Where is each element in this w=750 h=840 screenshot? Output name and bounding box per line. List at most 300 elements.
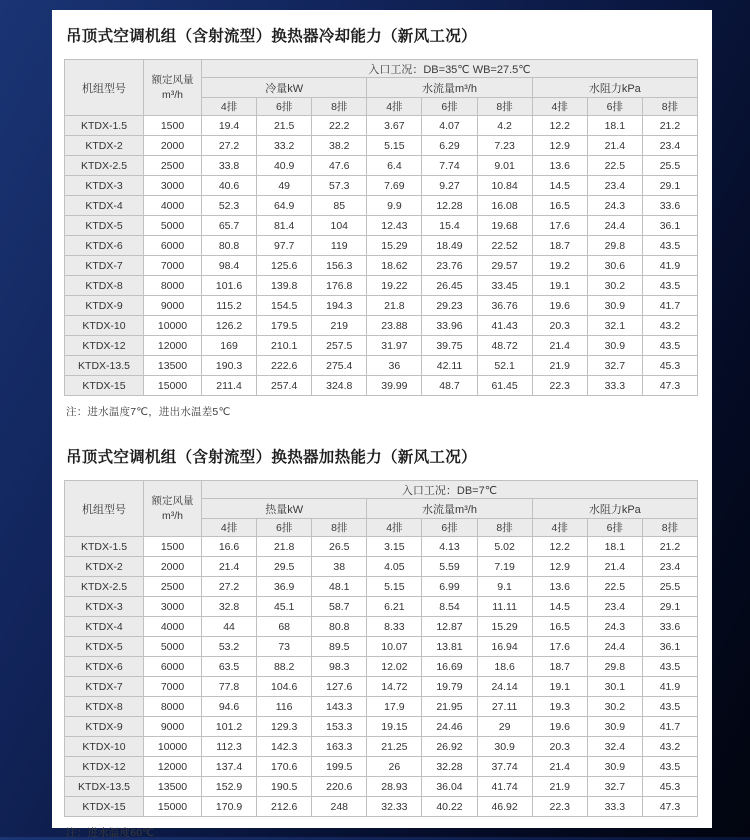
value-cell: 33.8	[202, 156, 257, 176]
value-cell: 1500	[144, 537, 202, 557]
value-cell: 21.4	[587, 557, 642, 577]
value-cell: 16.08	[477, 196, 532, 216]
model-column-header: 机组型号	[65, 481, 144, 537]
value-cell: 21.9	[532, 356, 587, 376]
model-cell: KTDX-8	[65, 276, 144, 296]
value-cell: 65.7	[202, 216, 257, 236]
inlet-condition-header: 入口工况：DB=35℃ WB=27.5℃	[202, 60, 698, 78]
value-cell: 18.49	[422, 236, 477, 256]
value-cell: 43.2	[642, 737, 697, 757]
model-cell: KTDX-3	[65, 176, 144, 196]
value-cell: 38	[312, 557, 367, 577]
value-cell: 33.6	[642, 196, 697, 216]
airflow-unit: m³/h	[162, 88, 183, 101]
value-cell: 58.7	[312, 597, 367, 617]
value-cell: 30.6	[587, 256, 642, 276]
value-cell: 30.9	[587, 717, 642, 737]
value-cell: 49	[257, 176, 312, 196]
value-cell: 22.3	[532, 797, 587, 817]
value-cell: 7.69	[367, 176, 422, 196]
value-cell: 6.99	[422, 577, 477, 597]
heating-table-title: 吊顶式空调机组（含射流型）换热器加热能力（新风工况）	[66, 449, 477, 466]
rows-6-header: 6排	[422, 98, 477, 116]
value-cell: 19.4	[202, 116, 257, 136]
value-cell: 115.2	[202, 296, 257, 316]
value-cell: 12.9	[532, 557, 587, 577]
value-cell: 47.3	[642, 376, 697, 396]
value-cell: 116	[257, 697, 312, 717]
value-cell: 24.14	[477, 677, 532, 697]
rows-8-header: 8排	[477, 519, 532, 537]
value-cell: 43.5	[642, 697, 697, 717]
value-cell: 97.7	[257, 236, 312, 256]
value-cell: 179.5	[257, 316, 312, 336]
value-cell: 19.6	[532, 296, 587, 316]
value-cell: 29.8	[587, 236, 642, 256]
value-cell: 33.96	[422, 316, 477, 336]
table-row	[65, 657, 698, 677]
value-cell: 15.29	[367, 236, 422, 256]
rows-6-header: 6排	[257, 98, 312, 116]
value-cell: 101.2	[202, 717, 257, 737]
value-cell: 36.04	[422, 777, 477, 797]
value-cell: 21.8	[367, 296, 422, 316]
heating-capacity-group-header: 热量kW	[202, 499, 367, 519]
value-cell: 112.3	[202, 737, 257, 757]
value-cell: 143.3	[312, 697, 367, 717]
inlet-condition-header: 入口工况：DB=7℃	[202, 481, 698, 499]
value-cell: 42.11	[422, 356, 477, 376]
rows-6-header: 6排	[257, 519, 312, 537]
value-cell: 137.4	[202, 757, 257, 777]
value-cell: 257.5	[312, 336, 367, 356]
model-cell: KTDX-1.5	[65, 116, 144, 136]
table-row	[65, 637, 698, 657]
value-cell: 30.9	[587, 296, 642, 316]
value-cell: 61.45	[477, 376, 532, 396]
table-row	[65, 176, 698, 196]
model-cell: KTDX-5	[65, 216, 144, 236]
table-row	[65, 316, 698, 336]
value-cell: 163.3	[312, 737, 367, 757]
value-cell: 27.11	[477, 697, 532, 717]
model-column-header: 机组型号	[65, 60, 144, 116]
cooling-table-title: 吊顶式空调机组（含射流型）换热器冷却能力（新风工况）	[66, 28, 477, 45]
table-row	[65, 276, 698, 296]
value-cell: 48.7	[422, 376, 477, 396]
model-cell: KTDX-15	[65, 376, 144, 396]
value-cell: 176.8	[312, 276, 367, 296]
value-cell: 45.1	[257, 597, 312, 617]
table-row	[65, 116, 698, 136]
value-cell: 21.9	[532, 777, 587, 797]
value-cell: 52.1	[477, 356, 532, 376]
value-cell: 15000	[144, 376, 202, 396]
value-cell: 14.5	[532, 597, 587, 617]
value-cell: 32.8	[202, 597, 257, 617]
value-cell: 88.2	[257, 657, 312, 677]
value-cell: 81.4	[257, 216, 312, 236]
value-cell: 4.07	[422, 116, 477, 136]
value-cell: 63.5	[202, 657, 257, 677]
table-row	[65, 597, 698, 617]
value-cell: 29.1	[642, 597, 697, 617]
value-cell: 23.4	[587, 597, 642, 617]
value-cell: 29.57	[477, 256, 532, 276]
model-cell: KTDX-8	[65, 697, 144, 717]
value-cell: 9000	[144, 717, 202, 737]
value-cell: 31.97	[367, 336, 422, 356]
value-cell: 24.3	[587, 617, 642, 637]
rows-4-header: 4排	[532, 98, 587, 116]
airflow-label: 额定风量	[151, 74, 194, 87]
value-cell: 17.9	[367, 697, 422, 717]
model-cell: KTDX-13.5	[65, 777, 144, 797]
value-cell: 43.5	[642, 276, 697, 296]
value-cell: 17.6	[532, 216, 587, 236]
table-row	[65, 256, 698, 276]
value-cell: 32.1	[587, 316, 642, 336]
value-cell: 13.6	[532, 577, 587, 597]
model-cell: KTDX-15	[65, 797, 144, 817]
value-cell: 36.1	[642, 216, 697, 236]
value-cell: 8.33	[367, 617, 422, 637]
value-cell: 43.2	[642, 316, 697, 336]
value-cell: 5.02	[477, 537, 532, 557]
table-row	[65, 717, 698, 737]
heating-table-body	[65, 537, 698, 817]
value-cell: 26	[367, 757, 422, 777]
value-cell: 37.74	[477, 757, 532, 777]
value-cell: 30.2	[587, 276, 642, 296]
value-cell: 16.6	[202, 537, 257, 557]
value-cell: 57.3	[312, 176, 367, 196]
value-cell: 22.5	[587, 577, 642, 597]
value-cell: 40.22	[422, 797, 477, 817]
value-cell: 9.01	[477, 156, 532, 176]
value-cell: 16.5	[532, 196, 587, 216]
value-cell: 24.4	[587, 216, 642, 236]
value-cell: 152.9	[202, 777, 257, 797]
model-cell: KTDX-4	[65, 196, 144, 216]
value-cell: 23.88	[367, 316, 422, 336]
value-cell: 104.6	[257, 677, 312, 697]
model-cell: KTDX-7	[65, 256, 144, 276]
table-row	[65, 537, 698, 557]
model-cell: KTDX-2	[65, 136, 144, 156]
value-cell: 41.9	[642, 256, 697, 276]
value-cell: 80.8	[202, 236, 257, 256]
value-cell: 36.76	[477, 296, 532, 316]
value-cell: 9.1	[477, 577, 532, 597]
value-cell: 10.84	[477, 176, 532, 196]
rows-6-header: 6排	[587, 98, 642, 116]
model-cell: KTDX-6	[65, 657, 144, 677]
value-cell: 257.4	[257, 376, 312, 396]
model-cell: KTDX-4	[65, 617, 144, 637]
model-cell: KTDX-2	[65, 557, 144, 577]
model-cell: KTDX-5	[65, 637, 144, 657]
value-cell: 222.6	[257, 356, 312, 376]
value-cell: 13.6	[532, 156, 587, 176]
value-cell: 170.9	[202, 797, 257, 817]
value-cell: 126.2	[202, 316, 257, 336]
value-cell: 17.6	[532, 637, 587, 657]
value-cell: 30.9	[587, 757, 642, 777]
value-cell: 18.62	[367, 256, 422, 276]
spec-sheet-panel	[52, 10, 712, 839]
value-cell: 211.4	[202, 376, 257, 396]
model-cell: KTDX-6	[65, 236, 144, 256]
value-cell: 21.25	[367, 737, 422, 757]
value-cell: 43.5	[642, 757, 697, 777]
value-cell: 101.6	[202, 276, 257, 296]
value-cell: 142.3	[257, 737, 312, 757]
rows-4-header: 4排	[367, 98, 422, 116]
value-cell: 41.74	[477, 777, 532, 797]
rows-8-header: 8排	[477, 98, 532, 116]
model-cell: KTDX-10	[65, 737, 144, 757]
value-cell: 4.05	[367, 557, 422, 577]
value-cell: 19.3	[532, 697, 587, 717]
value-cell: 27.2	[202, 136, 257, 156]
table-row	[65, 737, 698, 757]
rows-4-header: 4排	[532, 519, 587, 537]
value-cell: 29.23	[422, 296, 477, 316]
value-cell: 41.9	[642, 677, 697, 697]
table-row	[65, 216, 698, 236]
value-cell: 21.2	[642, 116, 697, 136]
value-cell: 3.67	[367, 116, 422, 136]
model-cell: KTDX-12	[65, 336, 144, 356]
model-cell: KTDX-9	[65, 717, 144, 737]
table-row	[65, 797, 698, 817]
value-cell: 33.6	[642, 617, 697, 637]
value-cell: 324.8	[312, 376, 367, 396]
value-cell: 25.5	[642, 156, 697, 176]
rows-8-header: 8排	[642, 98, 697, 116]
airflow-column-header	[144, 481, 202, 537]
value-cell: 29.1	[642, 176, 697, 196]
value-cell: 26.45	[422, 276, 477, 296]
value-cell: 13.81	[422, 637, 477, 657]
value-cell: 4000	[144, 617, 202, 637]
value-cell: 33.45	[477, 276, 532, 296]
heating-table-note: 注：进水温度60℃	[66, 827, 155, 839]
model-cell: KTDX-2.5	[65, 577, 144, 597]
value-cell: 32.33	[367, 797, 422, 817]
value-cell: 19.1	[532, 677, 587, 697]
rows-4-header: 4排	[367, 519, 422, 537]
table-row	[65, 156, 698, 176]
value-cell: 36.9	[257, 577, 312, 597]
value-cell: 4000	[144, 196, 202, 216]
value-cell: 33.2	[257, 136, 312, 156]
value-cell: 248	[312, 797, 367, 817]
value-cell: 89.5	[312, 637, 367, 657]
value-cell: 12.87	[422, 617, 477, 637]
model-cell: KTDX-1.5	[65, 537, 144, 557]
value-cell: 12000	[144, 757, 202, 777]
table-row	[65, 336, 698, 356]
value-cell: 21.2	[642, 537, 697, 557]
table-row	[65, 697, 698, 717]
value-cell: 98.3	[312, 657, 367, 677]
value-cell: 194.3	[312, 296, 367, 316]
heating-capacity-table	[64, 480, 698, 817]
value-cell: 30.1	[587, 677, 642, 697]
value-cell: 156.3	[312, 256, 367, 276]
value-cell: 30.9	[477, 737, 532, 757]
value-cell: 9.9	[367, 196, 422, 216]
value-cell: 33.3	[587, 797, 642, 817]
value-cell: 5000	[144, 637, 202, 657]
rows-6-header: 6排	[587, 519, 642, 537]
value-cell: 30.2	[587, 697, 642, 717]
value-cell: 29	[477, 717, 532, 737]
value-cell: 4.13	[422, 537, 477, 557]
value-cell: 22.2	[312, 116, 367, 136]
value-cell: 12000	[144, 336, 202, 356]
value-cell: 1500	[144, 116, 202, 136]
value-cell: 40.6	[202, 176, 257, 196]
value-cell: 8000	[144, 276, 202, 296]
value-cell: 23.4	[642, 557, 697, 577]
value-cell: 22.5	[587, 156, 642, 176]
model-cell: KTDX-3	[65, 597, 144, 617]
value-cell: 5.15	[367, 136, 422, 156]
model-cell: KTDX-12	[65, 757, 144, 777]
value-cell: 11.11	[477, 597, 532, 617]
value-cell: 2500	[144, 156, 202, 176]
value-cell: 22.52	[477, 236, 532, 256]
value-cell: 24.46	[422, 717, 477, 737]
value-cell: 47.6	[312, 156, 367, 176]
value-cell: 7000	[144, 677, 202, 697]
value-cell: 39.99	[367, 376, 422, 396]
value-cell: 27.2	[202, 577, 257, 597]
value-cell: 21.4	[587, 136, 642, 156]
value-cell: 16.5	[532, 617, 587, 637]
rows-8-header: 8排	[642, 519, 697, 537]
value-cell: 18.7	[532, 236, 587, 256]
value-cell: 23.4	[587, 176, 642, 196]
airflow-label: 额定风量	[151, 495, 194, 508]
cooling-table-body	[65, 116, 698, 396]
value-cell: 41.43	[477, 316, 532, 336]
value-cell: 52.3	[202, 196, 257, 216]
value-cell: 32.4	[587, 737, 642, 757]
value-cell: 15.4	[422, 216, 477, 236]
value-cell: 47.3	[642, 797, 697, 817]
value-cell: 20.3	[532, 316, 587, 336]
rows-8-header: 8排	[312, 519, 367, 537]
rows-6-header: 6排	[422, 519, 477, 537]
value-cell: 12.9	[532, 136, 587, 156]
model-cell: KTDX-10	[65, 316, 144, 336]
value-cell: 24.3	[587, 196, 642, 216]
value-cell: 23.76	[422, 256, 477, 276]
value-cell: 33.3	[587, 376, 642, 396]
value-cell: 5000	[144, 216, 202, 236]
value-cell: 2500	[144, 577, 202, 597]
value-cell: 19.6	[532, 717, 587, 737]
value-cell: 73	[257, 637, 312, 657]
value-cell: 43.5	[642, 657, 697, 677]
value-cell: 199.5	[312, 757, 367, 777]
value-cell: 85	[312, 196, 367, 216]
value-cell: 8000	[144, 697, 202, 717]
value-cell: 6000	[144, 657, 202, 677]
value-cell: 6.21	[367, 597, 422, 617]
value-cell: 12.2	[532, 537, 587, 557]
airflow-column-header	[144, 60, 202, 116]
value-cell: 68	[257, 617, 312, 637]
value-cell: 5.59	[422, 557, 477, 577]
value-cell: 7.19	[477, 557, 532, 577]
value-cell: 12.02	[367, 657, 422, 677]
value-cell: 127.6	[312, 677, 367, 697]
model-cell: KTDX-9	[65, 296, 144, 316]
value-cell: 29.8	[587, 657, 642, 677]
value-cell: 48.1	[312, 577, 367, 597]
water-flow-group-header: 水流量m³/h	[367, 499, 532, 519]
value-cell: 23.4	[642, 136, 697, 156]
value-cell: 22.3	[532, 376, 587, 396]
value-cell: 10.07	[367, 637, 422, 657]
table-row	[65, 136, 698, 156]
value-cell: 19.1	[532, 276, 587, 296]
value-cell: 5.15	[367, 577, 422, 597]
value-cell: 16.94	[477, 637, 532, 657]
value-cell: 275.4	[312, 356, 367, 376]
value-cell: 153.3	[312, 717, 367, 737]
value-cell: 18.7	[532, 657, 587, 677]
value-cell: 169	[202, 336, 257, 356]
value-cell: 220.6	[312, 777, 367, 797]
model-cell: KTDX-13.5	[65, 356, 144, 376]
value-cell: 77.8	[202, 677, 257, 697]
value-cell: 2000	[144, 557, 202, 577]
table-row	[65, 677, 698, 697]
value-cell: 6000	[144, 236, 202, 256]
value-cell: 80.8	[312, 617, 367, 637]
value-cell: 210.1	[257, 336, 312, 356]
value-cell: 41.7	[642, 296, 697, 316]
value-cell: 19.22	[367, 276, 422, 296]
value-cell: 3000	[144, 597, 202, 617]
value-cell: 154.5	[257, 296, 312, 316]
value-cell: 15000	[144, 797, 202, 817]
table-row	[65, 617, 698, 637]
value-cell: 40.9	[257, 156, 312, 176]
value-cell: 14.5	[532, 176, 587, 196]
value-cell: 64.9	[257, 196, 312, 216]
value-cell: 32.7	[587, 777, 642, 797]
table-row	[65, 757, 698, 777]
value-cell: 12.43	[367, 216, 422, 236]
value-cell: 129.3	[257, 717, 312, 737]
value-cell: 25.5	[642, 577, 697, 597]
value-cell: 10000	[144, 316, 202, 336]
cooling-capacity-table	[64, 59, 698, 396]
value-cell: 7.74	[422, 156, 477, 176]
value-cell: 94.6	[202, 697, 257, 717]
value-cell: 7.23	[477, 136, 532, 156]
value-cell: 212.6	[257, 797, 312, 817]
value-cell: 19.15	[367, 717, 422, 737]
value-cell: 28.93	[367, 777, 422, 797]
